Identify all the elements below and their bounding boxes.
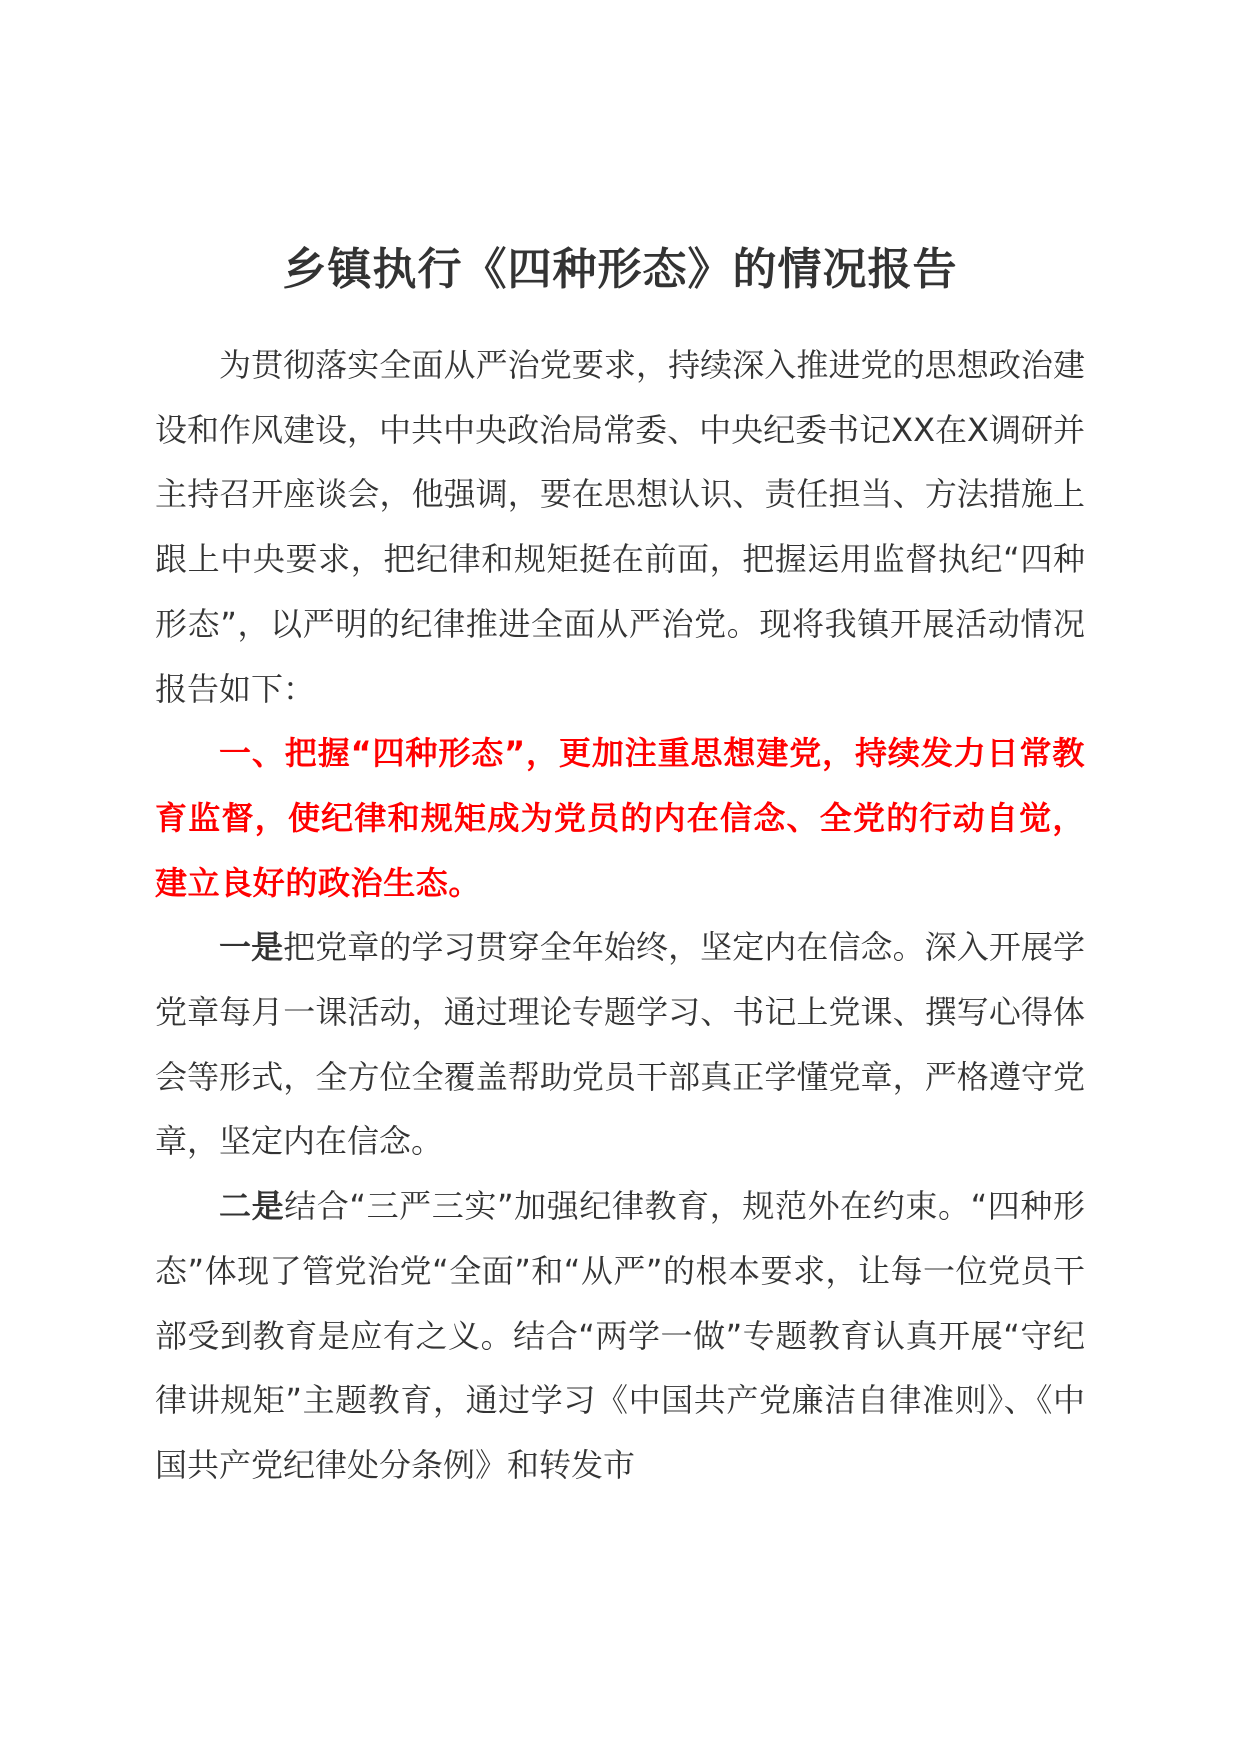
point-text-2: 结合“三严三实”加强纪律教育，规范外在约束。“四种形态”体现了管党治党“全面”和“从严”的根本要求，让每一位党员干部受到教育是应有之义。结合“两学一做”专题教育认真开展“守纪律讲规矩”主题教育，通过学习《中国共产党廉洁自律准则》、《中国共产党纪律处分条例》和转发市	[155, 1187, 1085, 1484]
intro-paragraph: 为贯彻落实全面从严治党要求，持续深入推进党的思想政治建设和作风建设，中共中央政治局常委、中央纪委书记XX在X调研并主持召开座谈会，他强调，要在思想认识、责任担当、方法措施上跟上中央要求，把纪律和规矩挺在前面，把握运用监督执纪“四种形态”，以严明的纪律推进全面从严治党。现将我镇开展活动情况报告如下：	[155, 346, 1085, 708]
point-lead-1: 一是	[219, 928, 284, 967]
point-lead-2: 二是	[219, 1187, 285, 1226]
section-heading-1: 一、把握“四种形态”，更加注重思想建党，持续发力日常教育监督，使纪律和规矩成为党员的内在信念、全党的行动自觉，建立良好的政治生态。	[155, 734, 1085, 902]
point-text-1: 把党章的学习贯穿全年始终，坚定内在信念。深入开展学党章每月一课活动，通过理论专题学习、书记上党课、撰写心得体会等形式，全方位全覆盖帮助党员干部真正学懂党章，严格遵守党章，坚定内在信念。	[155, 928, 1085, 1161]
point-paragraph-2	[155, 1174, 1085, 1498]
document-title: 乡镇执行《四种形态》的情况报告	[282, 244, 958, 295]
document-body	[155, 333, 1085, 1498]
point-paragraph-1	[155, 915, 1085, 1174]
